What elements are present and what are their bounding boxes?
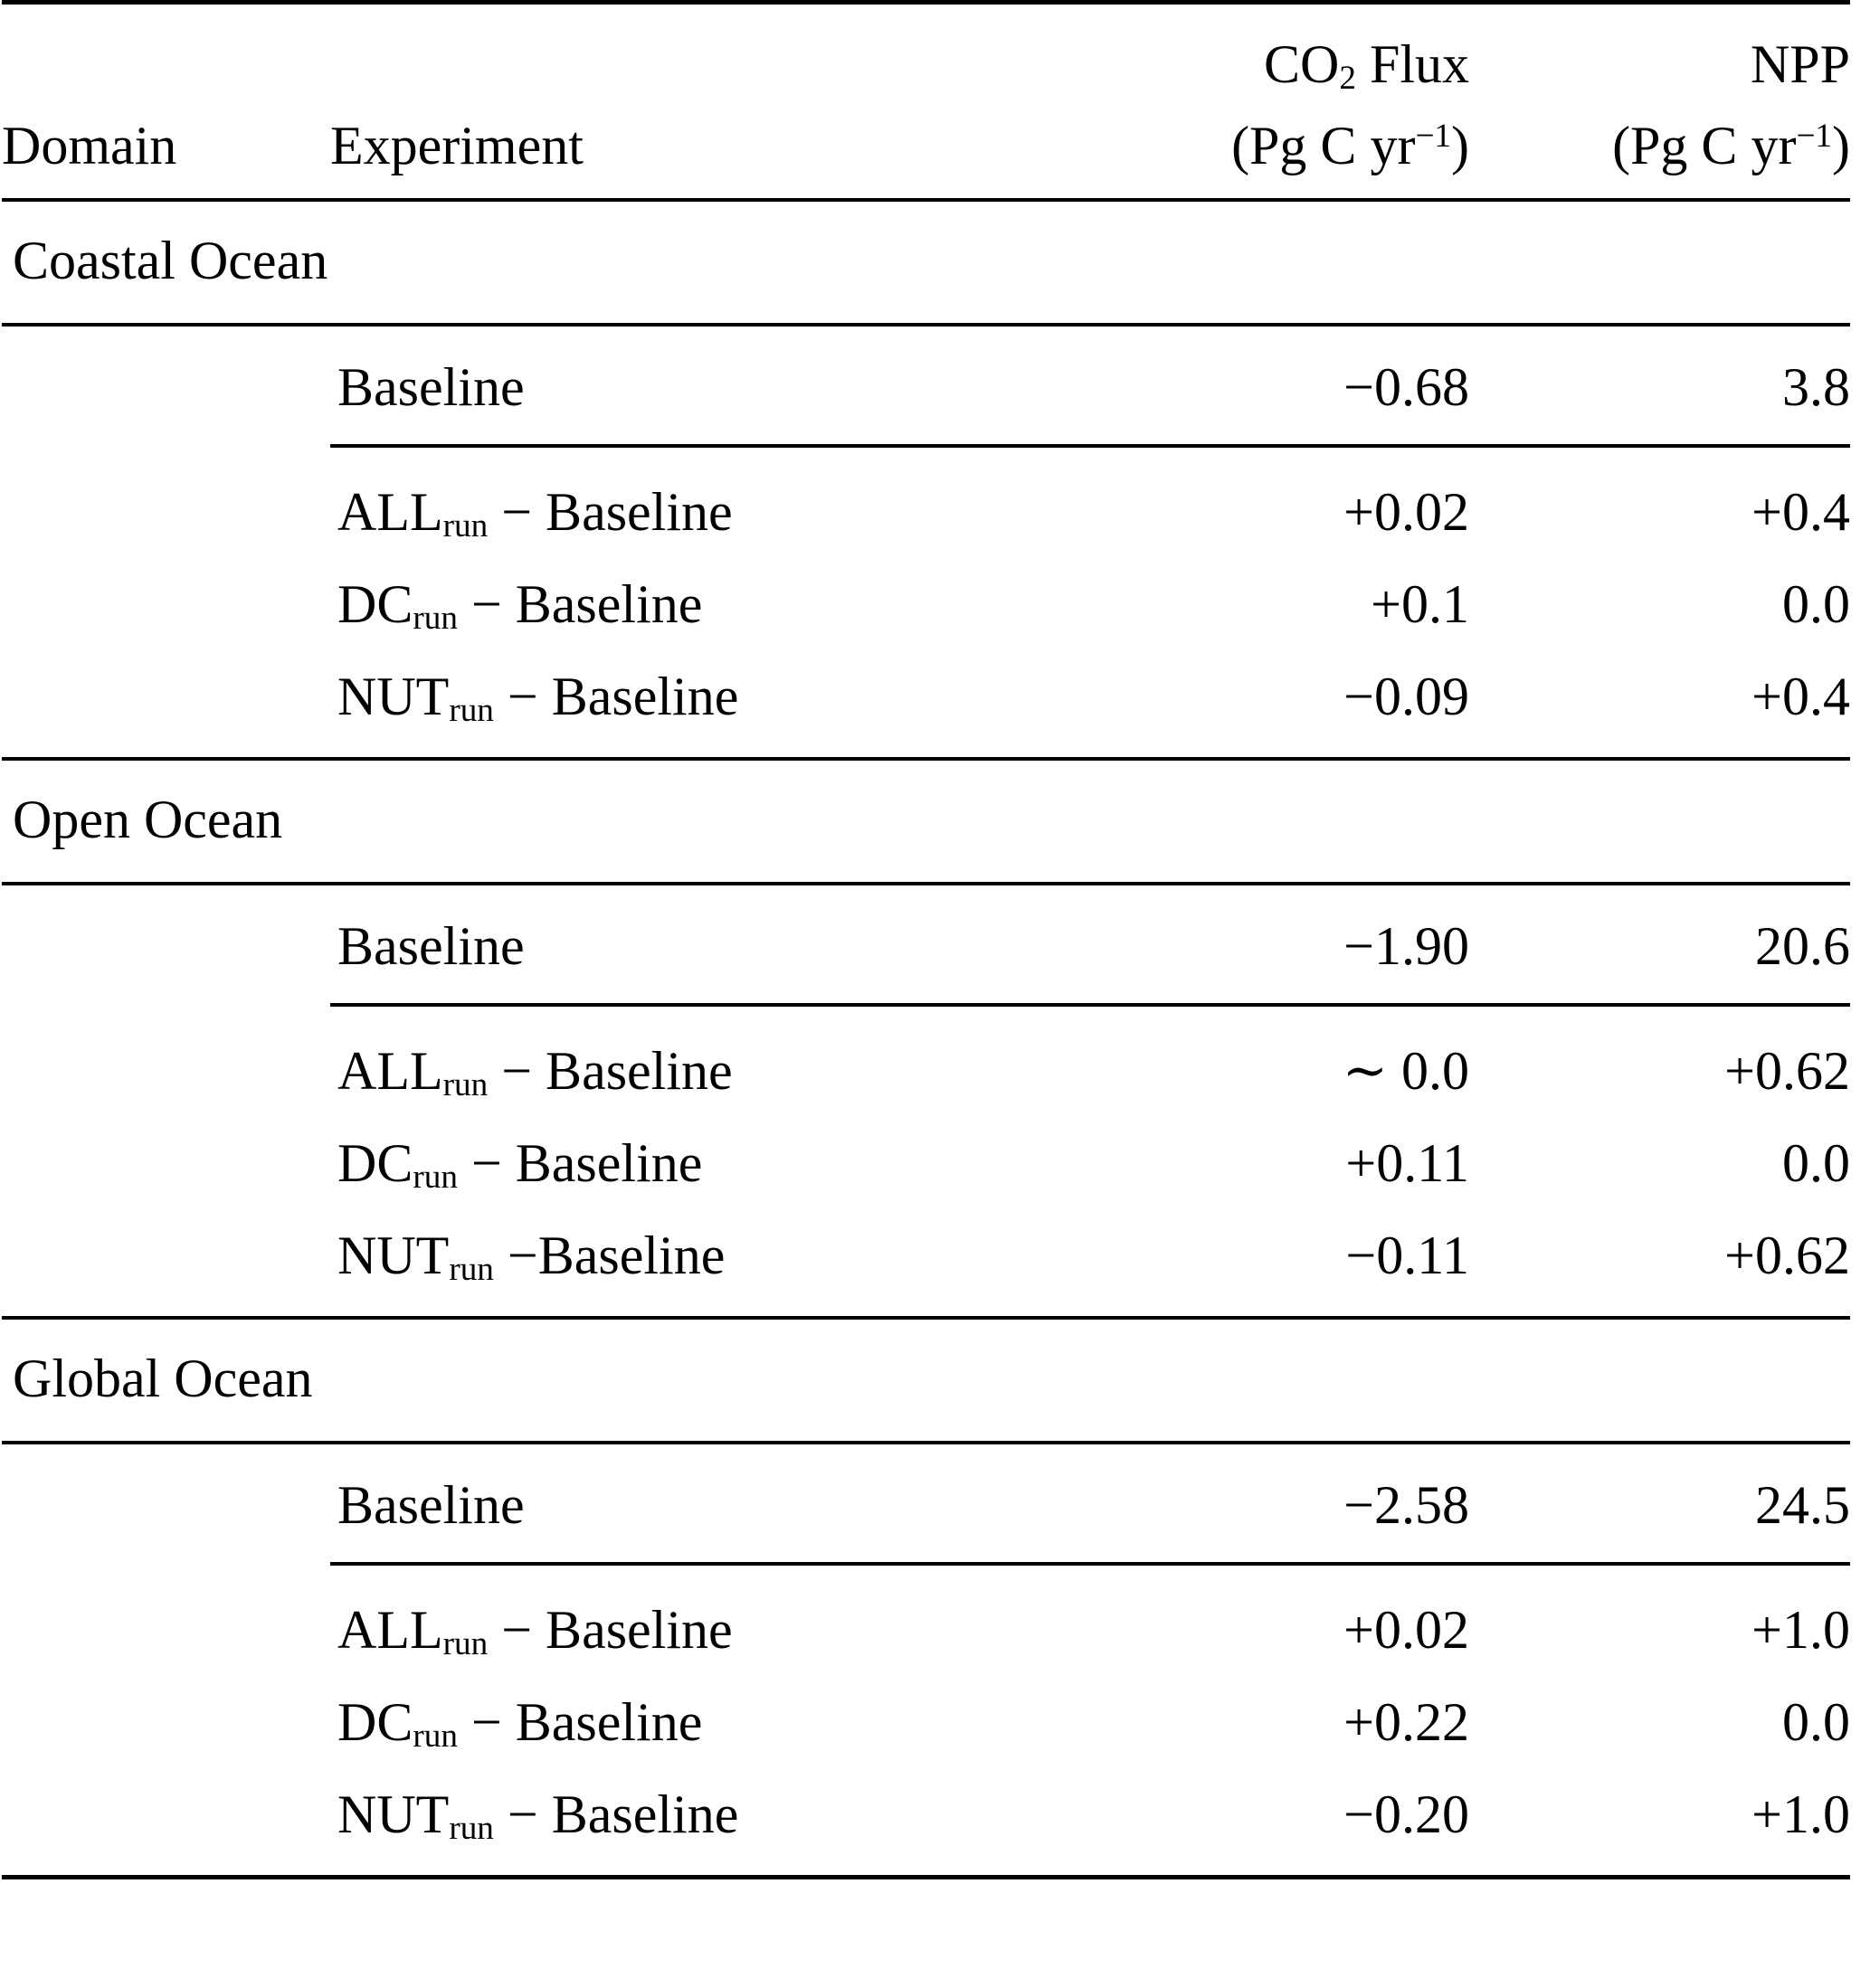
experiment-name: $DC_{run}$ − Baseline (337, 1692, 703, 1756)
results-table (2, 0, 1850, 1879)
row-co2-flux: −0.11 (1345, 1226, 1469, 1285)
npp-label: NPP (1750, 34, 1850, 94)
row-npp: +0.4 (1751, 667, 1850, 726)
co2-subscript: 2 (1339, 60, 1356, 98)
experiment-subscript: run (442, 1066, 489, 1104)
row-npp: 24.5 (1755, 1475, 1850, 1535)
units-exponent: −1 (1796, 117, 1833, 155)
table-row (2, 1676, 1850, 1768)
row-co2-flux: −0.09 (1343, 667, 1469, 726)
row-experiment (330, 650, 1069, 757)
table-row (2, 650, 1850, 757)
row-npp: 0.0 (1782, 1692, 1850, 1752)
row-npp: +1.0 (1751, 1784, 1850, 1844)
row-domain-blank (2, 650, 330, 757)
table-row (2, 1117, 1850, 1209)
table-row (2, 1564, 1850, 1676)
row-npp: +0.62 (1724, 1041, 1850, 1101)
row-experiment: Baseline (337, 357, 525, 417)
row-co2-flux: −1.90 (1343, 916, 1469, 976)
row-experiment: Baseline (337, 916, 525, 976)
row-npp: +0.4 (1751, 482, 1850, 542)
row-co2-flux: −2.58 (1343, 1475, 1469, 1535)
row-co2-flux: +0.22 (1343, 1692, 1469, 1752)
domain-group-row (2, 759, 1850, 882)
table-row (2, 325, 1850, 444)
experiment-name: $DC_{run}$ − Baseline (337, 574, 703, 638)
domain-group-row (2, 1318, 1850, 1441)
header-npp-units: (Pg C $yr^{-1}$) (1612, 116, 1850, 175)
experiment-column-label: Experiment (330, 116, 584, 175)
co2-label: $CO_2$ Flux (1264, 34, 1469, 98)
row-co2-flux: +0.02 (1343, 482, 1469, 542)
row-co2-flux: +0.1 (1371, 574, 1469, 634)
row-domain-blank (2, 558, 330, 650)
table-row (2, 884, 1850, 1003)
row-npp: 0.0 (1782, 574, 1850, 634)
experiment-subscript: run (442, 1625, 489, 1663)
row-domain-blank (2, 446, 330, 558)
domain-group-row (2, 200, 1850, 323)
row-domain-blank (2, 1117, 330, 1209)
experiment-subscript: run (413, 600, 458, 638)
experiment-subscript: run (442, 507, 489, 545)
domain-column-label: Domain (2, 116, 177, 175)
experiment-name: $ALL_{run}$ − Baseline (337, 482, 733, 545)
row-domain-blank (2, 1768, 330, 1875)
row-domain-blank (2, 1005, 330, 1117)
row-npp: +1.0 (1751, 1600, 1850, 1660)
row-npp: 20.6 (1755, 916, 1850, 976)
domain-name: Coastal Ocean (13, 231, 328, 290)
row-domain-blank (2, 884, 330, 1003)
experiment-name: $ALL_{run}$ − Baseline (337, 1600, 733, 1663)
row-npp: 3.8 (1782, 357, 1850, 417)
header-spacer-experiment (330, 3, 1069, 96)
row-domain-blank (2, 1564, 330, 1676)
table-row (2, 1768, 1850, 1875)
row-domain-blank (2, 1676, 330, 1768)
row-npp: 0.0 (1782, 1133, 1850, 1193)
experiment-subscript: run (413, 1159, 458, 1197)
row-co2-flux: ∼ 0.0 (1342, 1041, 1469, 1101)
header-npp-title (1469, 3, 1850, 96)
row-co2-flux: −0.68 (1343, 357, 1469, 417)
experiment-name: $ALL_{run}$ − Baseline (337, 1041, 733, 1104)
header-row-bottom (2, 95, 1850, 198)
row-npp: +0.62 (1724, 1226, 1850, 1285)
row-experiment: Baseline (337, 1475, 525, 1535)
table-row (2, 1209, 1850, 1316)
units-exponent: −1 (1415, 117, 1452, 155)
row-domain-blank (2, 1209, 330, 1316)
experiment-name: $NUT_{run}$ − Baseline (337, 667, 739, 730)
row-experiment (330, 1117, 1069, 1209)
horizontal-rule (2, 1875, 1850, 1878)
header-row-top (2, 3, 1850, 96)
table-row (2, 558, 1850, 650)
header-spacer-domain (2, 3, 330, 96)
header-domain (2, 95, 330, 198)
domain-name: Global Ocean (13, 1349, 313, 1408)
row-experiment (330, 1564, 1069, 1676)
row-experiment (330, 1005, 1069, 1117)
experiment-subscript: run (449, 1251, 494, 1289)
experiment-name: $DC_{run}$ − Baseline (337, 1133, 703, 1197)
header-co2-units: (Pg C $yr^{-1}$) (1231, 116, 1469, 175)
experiment-subscript: run (413, 1718, 458, 1756)
experiment-name: $NUT_{run}$ −Baseline (337, 1226, 726, 1289)
table-row (2, 446, 1850, 558)
header-experiment (330, 95, 1069, 198)
row-co2-flux: +0.02 (1343, 1600, 1469, 1660)
row-experiment (330, 1676, 1069, 1768)
row-experiment (330, 1768, 1069, 1875)
row-experiment (330, 446, 1069, 558)
table-row (2, 1443, 1850, 1562)
row-domain-blank (2, 1443, 330, 1562)
rule-line (2, 1875, 1850, 1878)
row-experiment (330, 1209, 1069, 1316)
row-co2-flux: −0.20 (1343, 1784, 1469, 1844)
row-co2-flux: +0.11 (1345, 1133, 1469, 1193)
experiment-name: $NUT_{run}$ − Baseline (337, 1784, 739, 1848)
experiment-subscript: run (449, 692, 494, 730)
row-domain-blank (2, 325, 330, 444)
table-row (2, 1005, 1850, 1117)
row-experiment (330, 558, 1069, 650)
experiment-subscript: run (449, 1810, 494, 1848)
domain-name: Open Ocean (13, 790, 283, 849)
header-co2-title (1069, 3, 1469, 96)
